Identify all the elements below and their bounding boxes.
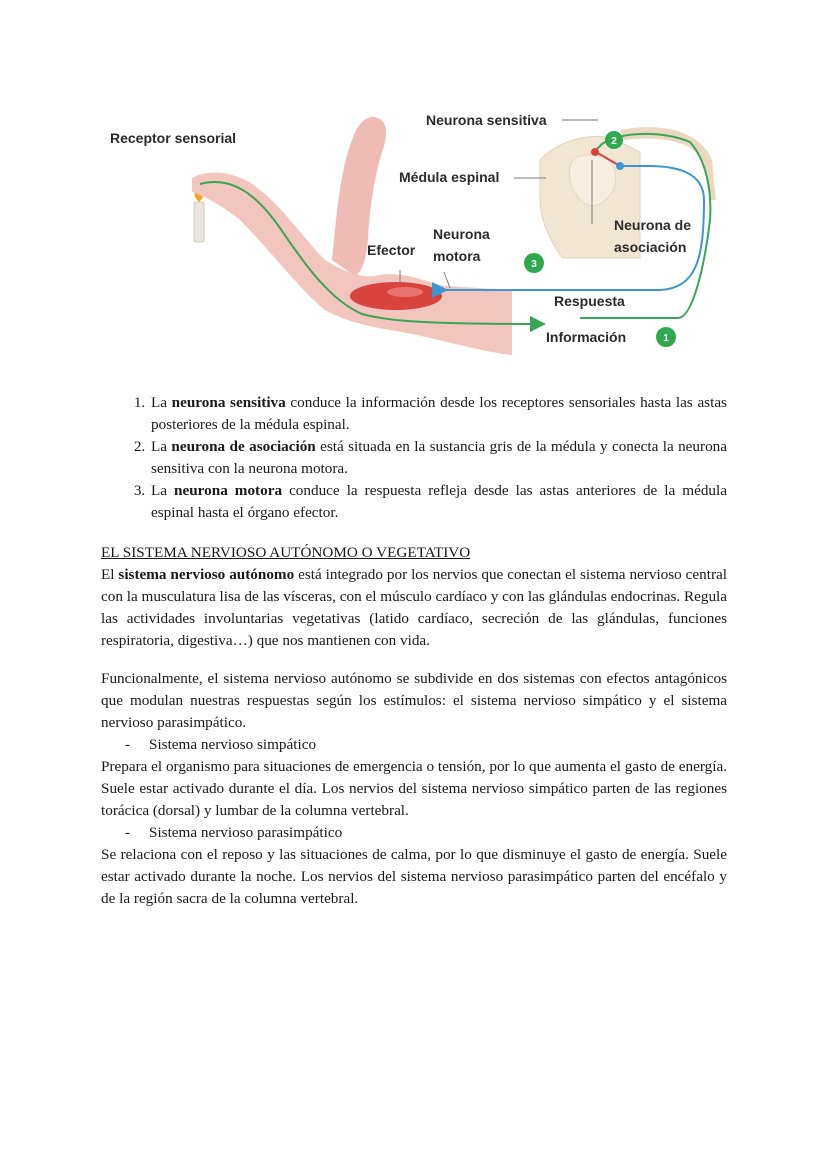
bullet-dash: - bbox=[125, 736, 131, 753]
reflex-arc-diagram bbox=[100, 100, 730, 370]
label-spinal-cord: Médula espinal bbox=[399, 169, 500, 185]
label-motor-line1: Neurona bbox=[433, 226, 490, 242]
candle bbox=[194, 202, 204, 242]
leader-motor bbox=[444, 272, 450, 288]
svg-text:3: 3 bbox=[531, 259, 537, 270]
label-information: Información bbox=[546, 329, 627, 345]
label-effector: Efector bbox=[367, 242, 416, 258]
list-item: 1. La neurona sensitiva conduce la información desde los receptores sensoriales hasta las astas posteriores de la médula espinal. bbox=[149, 392, 727, 436]
badge-three bbox=[524, 253, 544, 273]
reflex-arc-figure bbox=[100, 100, 730, 370]
bullet-dash: - bbox=[125, 824, 131, 841]
synapse-dot-blue bbox=[616, 162, 624, 170]
svg-text:1: 1 bbox=[663, 333, 669, 344]
badge-two bbox=[605, 131, 623, 149]
badge-one bbox=[656, 327, 676, 347]
functional-paragraph: Funcionalmente, el sistema nervioso autónomo se subdivide en dos sistemas con efectos antagónicos que modulan nuestras respuestas según los estímulos: el sistema nervioso simpático y el sistema nervioso parasimpático. bbox=[101, 670, 727, 731]
intro-paragraph: El sistema nervioso autónomo está integrado por los nervios que conectan el sistema nervioso central con la musculatura lisa de las vísceras, con el músculo cardíaco y con las glándulas endocrinas. Regula las actividades involuntarias vegetativas (latido cardíaco, secreción de las glándulas, funciones respiratoria, digestiva…) que nos mantienen con vida. bbox=[101, 566, 727, 649]
label-assoc-line2: asociación bbox=[614, 239, 687, 255]
label-sensory-neuron: Neurona sensitiva bbox=[426, 112, 547, 128]
sympathetic-heading: - Sistema nervioso simpático bbox=[101, 734, 727, 756]
document-body bbox=[101, 392, 727, 910]
list-item: 3. La neurona motora conduce la respuesta refleja desde las astas anteriores de la médula espinal hasta el órgano efector. bbox=[149, 480, 727, 524]
parasympathetic-paragraph: Se relaciona con el reposo y las situaciones de calma, por lo que disminuye el gasto de energía. Suele estar activado durante la noche. Los nervios del sistema nervioso parasimpático parten del encéfalo y de la región sacra de la columna vertebral. bbox=[101, 846, 727, 907]
label-receptor: Receptor sensorial bbox=[110, 130, 237, 146]
svg-text:2: 2 bbox=[611, 136, 617, 147]
list-item: 2. La neurona de asociación está situada en la sustancia gris de la médula y conecta la neurona sensitiva con la neurona motora. bbox=[149, 436, 727, 480]
sympathetic-paragraph: Prepara el organismo para situaciones de emergencia o tensión, por lo que aumenta el gasto de energía. Suele estar activado durante el día. Los nervios del sistema nervioso simpático parten de las regiones torácica (dorsal) y lumbar de la columna vertebral. bbox=[101, 758, 727, 819]
label-response: Respuesta bbox=[554, 293, 625, 309]
synapse-dot-red bbox=[591, 148, 599, 156]
parasympathetic-heading: - Sistema nervioso parasimpático bbox=[101, 822, 727, 844]
label-motor-line2: motora bbox=[433, 248, 481, 264]
term-bold: neurona motora bbox=[174, 482, 283, 499]
section-title: EL SISTEMA NERVIOSO AUTÓNOMO O VEGETATIVO bbox=[101, 544, 471, 561]
effector-muscle-highlight bbox=[387, 287, 423, 297]
term-bold: neurona de asociación bbox=[171, 438, 316, 455]
reflex-steps-list bbox=[101, 392, 727, 524]
label-assoc-line1: Neurona de bbox=[614, 217, 692, 233]
term-bold: sistema nervioso autónomo bbox=[118, 566, 295, 583]
term-bold: neurona sensitiva bbox=[171, 394, 286, 411]
